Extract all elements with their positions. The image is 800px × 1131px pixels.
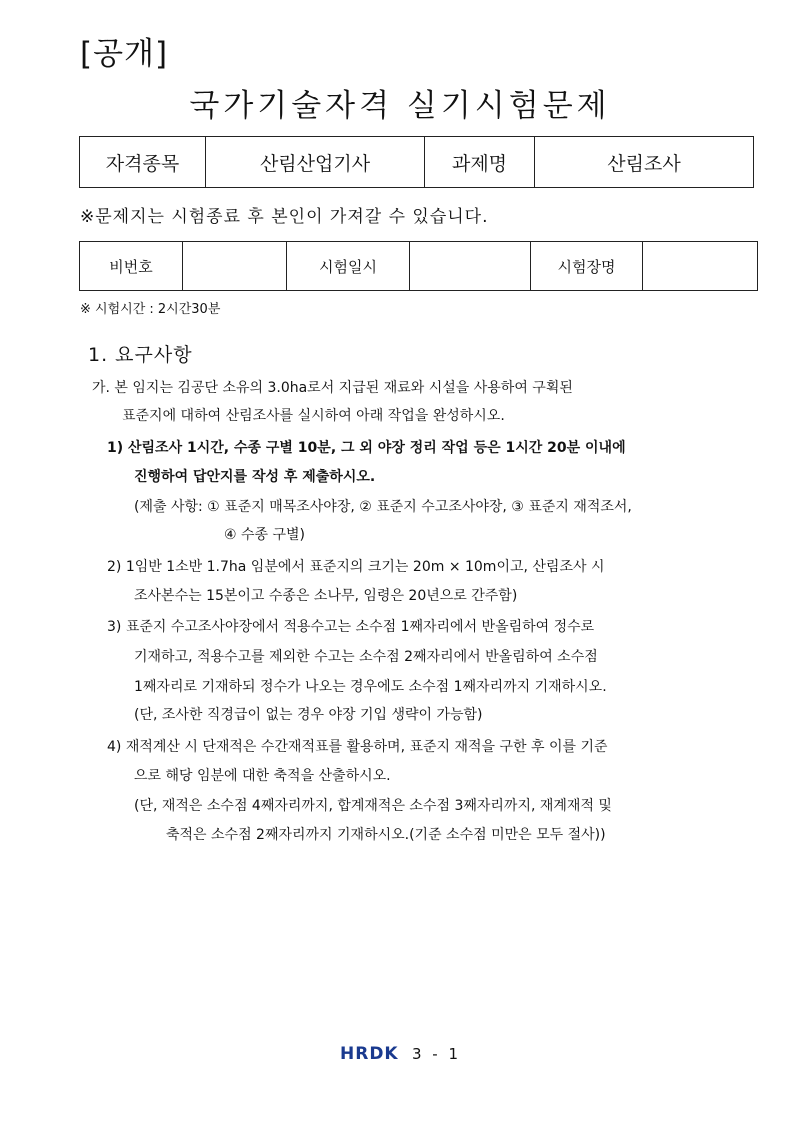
item-ga-line-1: 가. 본 임지는 김공단 소유의 3.0ha로서 지급된 재료와 시설을 사용하여 구획된 (92, 380, 573, 396)
qualification-table (79, 136, 754, 188)
item-2-line-2: 조사본수는 15본이고 수종은 소나무, 임령은 20년으로 간주함) (134, 588, 518, 604)
task-label: 과제명 (425, 137, 535, 188)
exam-info-table (79, 241, 758, 291)
item-4-line-3: (단, 재적은 소수점 4째자리까지, 합계재적은 소수점 3째자리까지, 재계재적 및 (134, 798, 612, 814)
item-3-line-1: 3) 표준지 수고조사야장에서 적용수고는 소수점 1째자리에서 반올림하여 정수로 (107, 619, 595, 635)
item-1-line-2: 진행하여 답안지를 작성 후 제출하시오. (134, 469, 376, 485)
item-4-line-2: 으로 해당 임분에 대한 축적을 산출하시오. (134, 768, 391, 784)
qualification-value: 산림산업기사 (206, 137, 425, 188)
exam-place-label: 시험장명 (531, 242, 643, 291)
exam-number-field[interactable] (183, 242, 287, 291)
item-1-line-4: ④ 수종 구별) (224, 527, 306, 543)
section-title: 1. 요구사항 (88, 344, 193, 366)
table-row (80, 137, 754, 188)
item-3-line-4: (단, 조사한 직경급이 없는 경우 야장 기입 생략이 가능함) (134, 707, 483, 723)
page-number: 3 - 1 (412, 1045, 462, 1063)
take-home-notice: ※문제지는 시험종료 후 본인이 가져갈 수 있습니다. (80, 207, 489, 227)
item-4-line-1: 4) 재적계산 시 단재적은 수간재적표를 활용하며, 표준지 재적을 구한 후 이를 기준 (107, 739, 608, 755)
item-ga-line-2: 표준지에 대하여 산림조사를 실시하여 아래 작업을 완성하시오. (122, 408, 505, 424)
exam-time-note: ※ 시험시간 : 2시간30분 (80, 302, 221, 317)
table-row (80, 242, 758, 291)
qualification-label: 자격종목 (80, 137, 206, 188)
exam-place-field[interactable] (643, 242, 758, 291)
item-3-line-3: 1째자리로 기재하되 정수가 나오는 경우에도 소수점 1째자리까지 기재하시오. (134, 679, 607, 695)
item-2-line-1: 2) 1임반 1소반 1.7ha 임분에서 표준지의 크기는 20m × 10m이고, 산림조사 시 (107, 559, 605, 575)
public-tag: [공개] (80, 36, 169, 72)
item-1-line-1: 1) 산림조사 1시간, 수종 구별 10분, 그 외 야장 정리 작업 등은 1시간 20분 이내에 (107, 440, 626, 456)
item-4-line-4: 축적은 소수점 2째자리까지 기재하시오.(기준 소수점 미만은 모두 절사)) (166, 827, 606, 843)
exam-date-field[interactable] (410, 242, 531, 291)
exam-date-label: 시험일시 (287, 242, 410, 291)
hrdk-logo: HRDK (340, 1044, 399, 1064)
task-value: 산림조사 (535, 137, 754, 188)
item-3-line-2: 기재하고, 적용수고를 제외한 수고는 소수점 2째자리에서 반올림하여 소수점 (134, 649, 598, 665)
page-title: 국가기술자격 실기시험문제 (189, 88, 611, 124)
item-1-line-3: (제출 사항: ① 표준지 매목조사야장, ② 표준지 수고조사야장, ③ 표준지 재적조서, (134, 499, 632, 515)
exam-number-label: 비번호 (80, 242, 183, 291)
